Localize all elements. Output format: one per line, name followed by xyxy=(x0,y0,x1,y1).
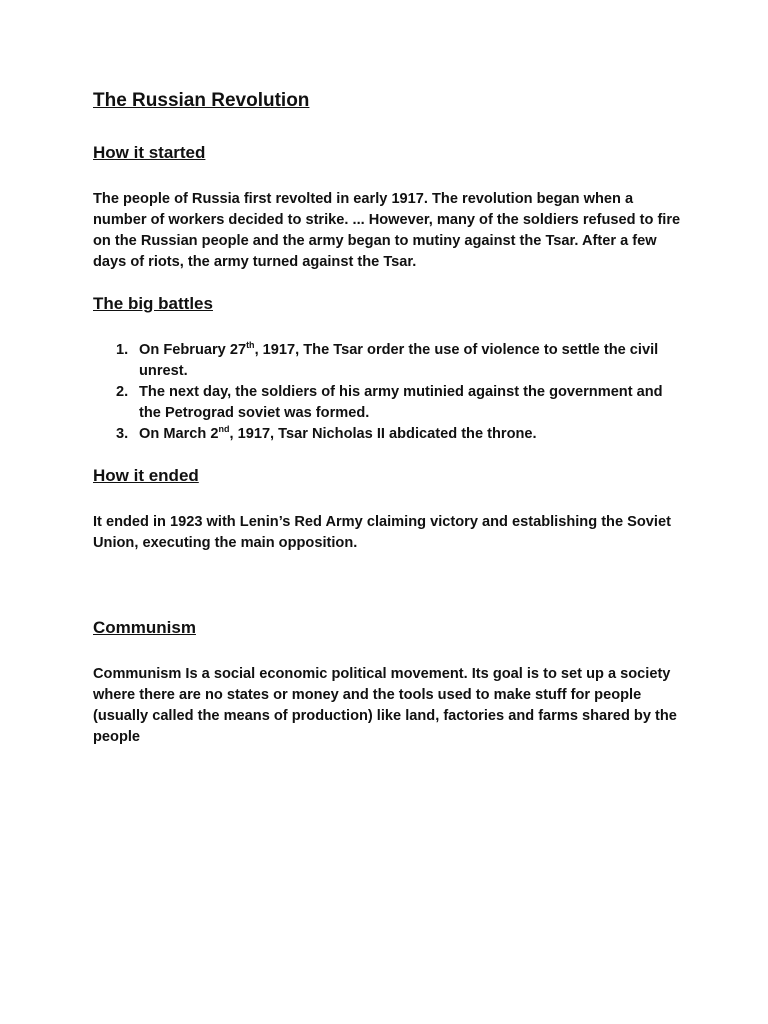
document-title: The Russian Revolution xyxy=(93,90,310,111)
heading-how-it-started: How it started xyxy=(93,143,206,162)
paragraph-how-it-started: The people of Russia first revolted in early 1917. The revolution began when a number of workers decided to strike. ... However, many of the soldiers refused to fire on the Russian people and the army began to mutiny against the Tsar. After a few days of riots, the army turned against the Tsar. xyxy=(93,191,681,270)
list-item xyxy=(93,382,683,424)
list-item-text: The next day, the soldiers of his army mutinied against the government and the Petrograd soviet was formed. xyxy=(139,384,663,421)
list-item-number: 1. xyxy=(116,342,129,358)
list-item-text-start: On February 27 xyxy=(139,342,247,358)
list-item xyxy=(93,424,683,445)
heading-how-it-ended: How it ended xyxy=(93,466,199,485)
battles-list xyxy=(93,340,683,445)
list-item-text-end: , 1917, The Tsar order the use of violence to settle the civil unrest. xyxy=(139,342,659,379)
heading-communism: Communism xyxy=(93,618,196,637)
list-item-text-start: On March 2 xyxy=(139,426,219,442)
paragraph-how-it-ended: It ended in 1923 with Lenin’s Red Army claiming victory and establishing the Soviet Union, executing the main opposition. xyxy=(93,514,671,551)
list-item xyxy=(93,340,683,382)
ordinal-suffix: nd xyxy=(218,424,230,435)
list-item-number: 3. xyxy=(116,426,129,442)
list-item-number: 2. xyxy=(116,384,129,400)
paragraph-communism: Communism Is a social economic political movement. Its goal is to set up a society where there are no states or money and the tools used to make stuff for people (usually called the means of production) like land, factories and farms shared by the people xyxy=(93,666,677,745)
list-item-text-end: , 1917, Tsar Nicholas II abdicated the throne. xyxy=(229,426,537,442)
ordinal-suffix: th xyxy=(246,340,255,351)
heading-big-battles: The big battles xyxy=(93,294,213,313)
